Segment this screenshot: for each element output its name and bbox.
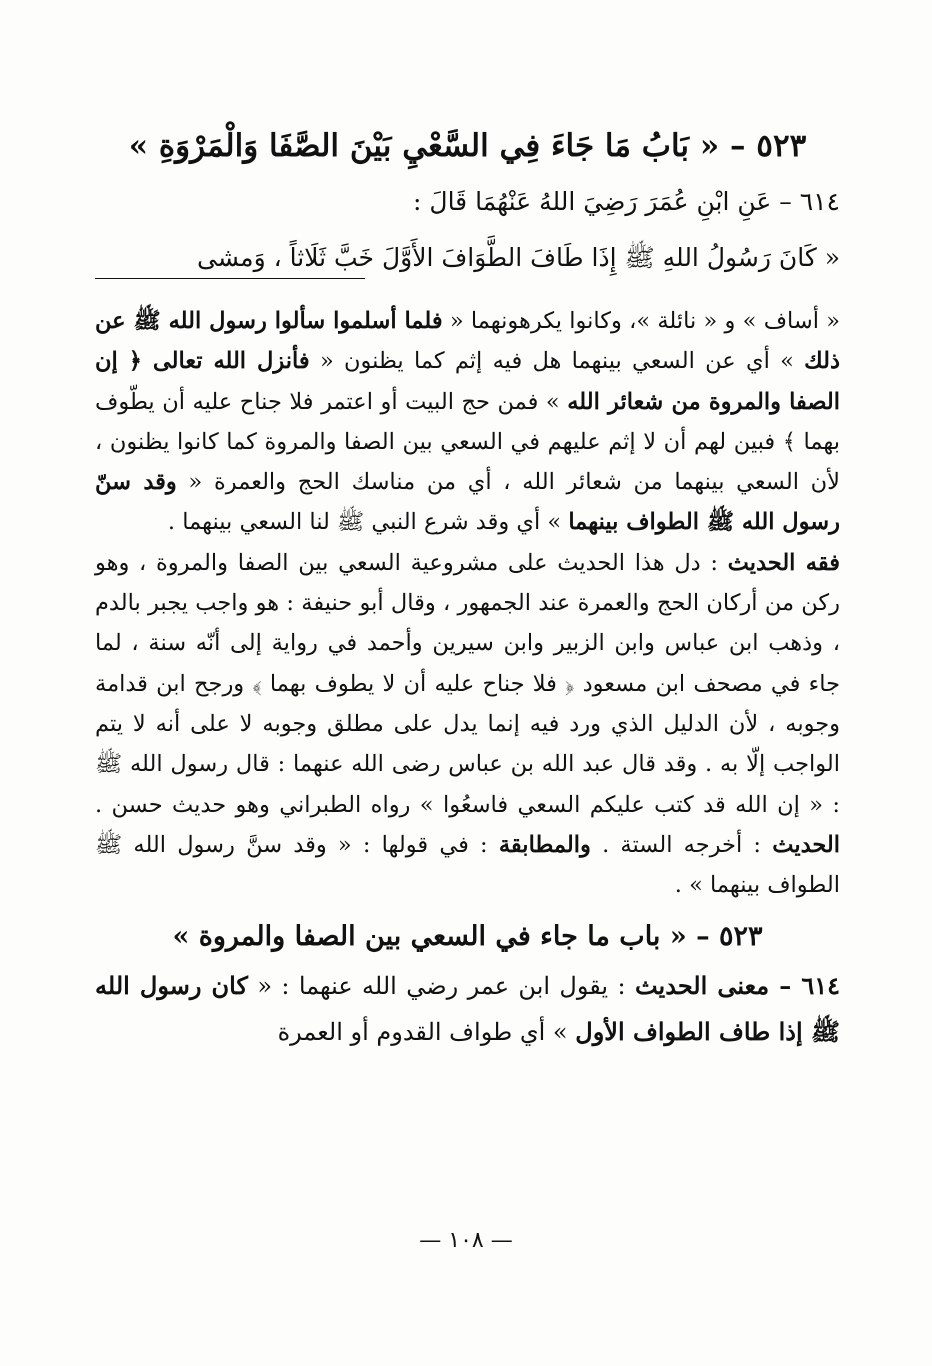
commentary-text: « أساف » و « نائلة »، وكانوا يكرهونهما « [449,308,840,334]
chapter-title: ٥٢٣ – « بَابُ مَا جَاءَ فِي السَّعْيِ بَيْنَ الصَّفَا وَالْمَرْوَةِ » [128,128,807,164]
section-heading: ٥٢٣ – « باب ما جاء في السعي بين الصفا والمروة » [172,921,763,953]
meaning-bold: كان رسول الله ﷺ إذا طاف الطواف الأول [95,971,840,1047]
page-number: — ١٠٨ — [419,1228,513,1253]
hadith-line-1: ٦١٤ – عَنِ ابْنِ عُمَرَ رَضِيَ اللهُ عَنْهُمَا قَالَ : [413,187,840,216]
commentary-bold: فلما أسلموا سألوا رسول الله ﷺ عن ذلك [95,308,841,375]
fiqh-label: فقه الحديث [727,549,840,576]
page-body [95,118,840,1055]
meaning-label: ٦١٤ – معنى الحديث [634,971,840,1001]
fiqh-paragraph [95,543,840,906]
mutabaqa-text: : في قولها : « وقد سنَّ رسول الله ﷺ الطواف بينهما » . [95,831,840,899]
meaning-text: : يقول ابن عمر رضي الله عنهما : « [257,972,626,1001]
takhrij-text: : أخرجه الستة . [602,831,762,858]
commentary-text: » أي وقد شرع النبي ﷺ لنا السعي بينهما . [167,509,562,536]
fiqh-text: : دل هذا الحديث على مشروعية السعي بين الصفا والمروة ، وهو ركن من أركان الحج والعمرة عند الجمهور ، وقال أبو حنيفة : هو واجب يجبر بالدم ، وذهب ابن عباس وابن الزبير وابن سيرين وأحمد في رواية إلى أنّه سنة ، لما جاء في مصحف ابن مسعود ﴿ فلا جناح عليه أن لا يطوف بهما ﴾ ورجح ابن قدامة وجوبه ، لأن الدليل الذي ورد فيه إنما يدل على مطلق وجوبه لا على أنه لا يتم الواجب إلّا به . وقد قال عبد الله بن عباس رضى الله عنهما : قال رسول الله ﷺ : « إن الله قد كتب عليكم السعي فاسعُوا » رواه الطبراني وهو حديث حسن . [95,549,840,818]
hadith-label: الحديث [772,831,841,858]
meaning-paragraph [95,963,840,1055]
commentary-text: » فمن حج البيت أو اعتمر فلا جناح عليه أن يطّوف بهما ﴾ فبين لهم أن لا إثم عليهم في السعي بين الصفا والمروة كما كانوا يظنون ، لأن السعي بينهما من شعائر الله ، أي من مناسك الحج والعمرة « [95,388,841,496]
mutabaqa-label: والمطابقة [498,831,591,858]
hadith-text [95,174,840,286]
commentary-text: » أي عن السعي بينهما هل فيه إثم كما يظنون « [319,348,794,375]
commentary-bold: فأنزل الله تعالى ﴿ إن الصفا والمروة من شعائر الله [95,348,841,415]
hadith-line-2: « كَانَ رَسُولُ اللهِ ﷺ إِذَا طَافَ الطَّوَافَ الأَوَّلَ خَبَّ ثَلَاثاً ، وَمشى [197,243,840,272]
commentary-bold: وقد سنّ رسول الله ﷺ الطواف بينهما [95,469,840,536]
meaning-text-end: » أي طواف القدوم أو العمرة [277,1018,568,1047]
commentary-paragraph [95,301,840,543]
footnote-separator [95,278,365,279]
